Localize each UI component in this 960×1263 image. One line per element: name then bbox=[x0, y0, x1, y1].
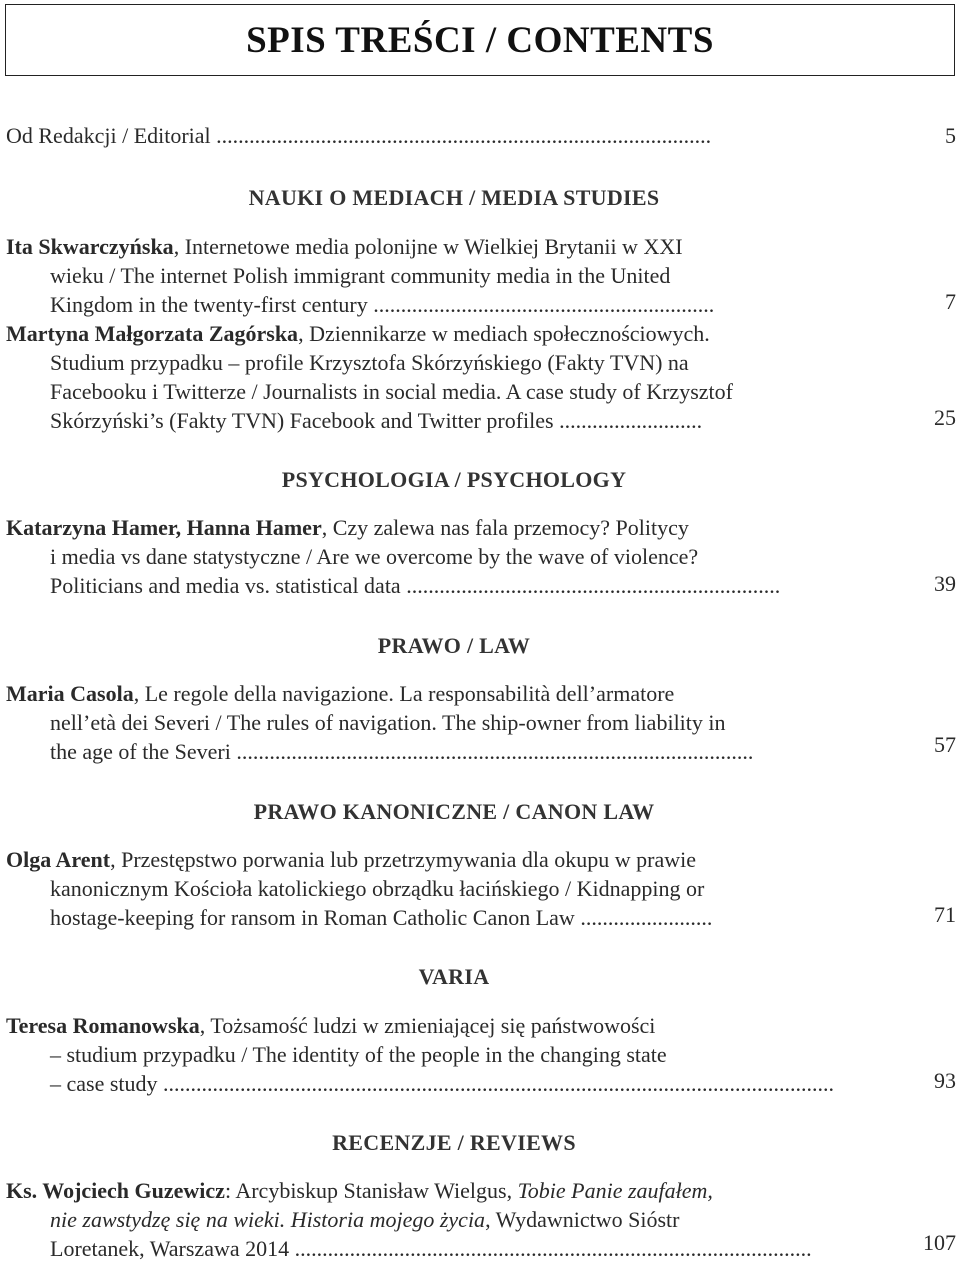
section-heading-media-studies: NAUKI O MEDIACH / MEDIA STUDIES bbox=[248, 185, 660, 210]
entry-title-line: nell’età dei Severi / The rules of navigation. The ship-owner from liability in bbox=[50, 710, 726, 735]
entry-title-line: , Tożsamość ludzi w zmieniającej się państwowości bbox=[199, 1013, 656, 1038]
entry-page: 7 bbox=[945, 289, 956, 314]
entry-page: 39 bbox=[934, 571, 956, 596]
section-heading-law: PRAWO / LAW bbox=[377, 633, 531, 658]
entry-page: 107 bbox=[923, 1230, 956, 1255]
editorial-entry bbox=[6, 123, 711, 149]
entry-author: Katarzyna Hamer, Hanna Hamer bbox=[6, 515, 322, 540]
entry-author: Teresa Romanowska bbox=[6, 1013, 200, 1038]
entry-page: 57 bbox=[934, 732, 956, 757]
entry-page: 25 bbox=[934, 405, 956, 430]
entry-title-line: , Czy zalewa nas fala przemocy? Politycy bbox=[321, 515, 689, 540]
page-title: SPIS TREŚCI / CONTENTS bbox=[246, 19, 714, 61]
section-heading-reviews: RECENZJE / REVIEWS bbox=[332, 1130, 576, 1155]
leader-dots: .................................................................... bbox=[400, 573, 781, 598]
entry-title-line: hostage-keeping for ransom in Roman Catholic Canon Law bbox=[50, 905, 575, 930]
book-title: Tobie Panie zaufałem, bbox=[517, 1178, 713, 1203]
leader-dots: .............................................................................................. bbox=[230, 739, 754, 764]
entry-page: 93 bbox=[934, 1068, 956, 1093]
leader-dots: .......................... bbox=[553, 408, 703, 433]
toc-entry bbox=[6, 845, 904, 932]
leader-dots: .......................................................................................................................... bbox=[157, 1071, 835, 1096]
entry-title-line: i media vs dane statystyczne / Are we overcome by the wave of violence? bbox=[50, 544, 699, 569]
entry-title-line: kanonicznym Kościoła katolickiego obrządku łacińskiego / Kidnapping or bbox=[50, 876, 705, 901]
entry-title-line: , Internetowe media polonijne w Wielkiej Brytanii w XXI bbox=[173, 234, 683, 259]
entry-title-line: Loretanek, Warszawa 2014 bbox=[50, 1236, 290, 1261]
entry-title-line: : Arcybiskup Stanisław Wielgus, bbox=[224, 1178, 518, 1203]
leader-dots: .............................................................................................. bbox=[289, 1236, 812, 1261]
entry-title-line: Skórzyński’s (Fakty TVN) Facebook and Twitter profiles bbox=[50, 408, 554, 433]
book-title: nie zawstydzę się na wieki. Historia mojego życia bbox=[50, 1207, 486, 1232]
toc-entry bbox=[6, 679, 904, 766]
entry-title-line: , Le regole della navigazione. La responsabilità dell’armatore bbox=[133, 681, 675, 706]
toc-entry bbox=[6, 1011, 904, 1098]
entry-title-line: – case study bbox=[50, 1071, 158, 1096]
entry-author: Ita Skwarczyńska bbox=[6, 234, 174, 259]
entry-title-line: wieku / The internet Polish immigrant community media in the United bbox=[50, 263, 671, 288]
section-heading-canon-law: PRAWO KANONICZNE / CANON LAW bbox=[253, 799, 655, 824]
title-box bbox=[5, 4, 955, 76]
leader-dots: .............................................................. bbox=[367, 292, 715, 317]
editorial-label: Od Redakcji / Editorial bbox=[6, 123, 211, 148]
leader-dots: .......................................................................................... bbox=[216, 123, 712, 148]
entry-author: Ks. Wojciech Guzewicz bbox=[6, 1178, 225, 1203]
entry-title-line: – studium przypadku / The identity of the people in the changing state bbox=[50, 1042, 667, 1067]
section-heading-varia: VARIA bbox=[418, 964, 490, 989]
entry-author: Olga Arent bbox=[6, 847, 111, 872]
toc-entry bbox=[6, 1176, 904, 1263]
entry-title-line: , Przestępstwo porwania lub przetrzymywania dla okupu w prawie bbox=[110, 847, 696, 872]
section-heading-psychology: PSYCHOLOGIA / PSYCHOLOGY bbox=[281, 467, 627, 492]
editorial-page: 5 bbox=[945, 123, 956, 148]
entry-title-line: Studium przypadku – profile Krzysztofa Skórzyńskiego (Fakty TVN) na bbox=[50, 350, 689, 375]
entry-author: Maria Casola bbox=[6, 681, 134, 706]
entry-title-line: the age of the Severi bbox=[50, 739, 231, 764]
entry-title-line: Politicians and media vs. statistical data bbox=[50, 573, 401, 598]
entry-page: 71 bbox=[934, 902, 956, 927]
entry-author: Martyna Małgorzata Zagórska bbox=[6, 321, 299, 346]
leader-dots: ........................ bbox=[574, 905, 713, 930]
toc-entry bbox=[6, 513, 904, 600]
entry-title-line: Kingdom in the twenty-first century bbox=[50, 292, 368, 317]
toc-entry bbox=[6, 232, 904, 319]
entry-title-line: , Wydawnictwo Sióstr bbox=[485, 1207, 680, 1232]
entry-title-line: Facebooku i Twitterze / Journalists in social media. A case study of Krzysztof bbox=[50, 379, 733, 404]
entry-title-line: , Dziennikarze w mediach społecznościowych. bbox=[298, 321, 710, 346]
toc-entry bbox=[6, 319, 904, 435]
